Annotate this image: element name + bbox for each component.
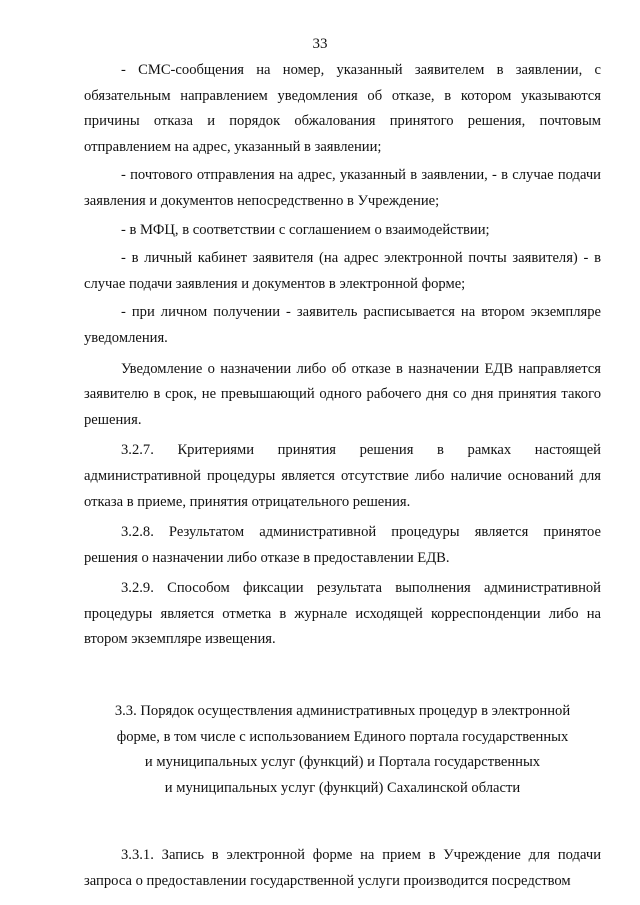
list-item-mfc: - в МФЦ, в соответствии с соглашением о взаимодействии; [121,221,490,238]
list-item-in-person: - при личном получении - заявитель расписывается на втором экземпляре уведомления. [84,304,601,346]
list-item-personal-account: - в личный кабинет заявителя (на адрес электронной почты заявителя) - в случае подачи заявления и документов в электронной форме; [84,250,601,292]
list-item-sms: - СМС-сообщения на номер, указанный заявителем в заявлении, с обязательным направлением уведомления об отказе, в котором указываются причины отказа и порядок обжалования принятого решения, почтовым отправлением на адрес, указанный в заявлении; [84,62,601,155]
paragraph-3-3-1: 3.3.1. Запись в электронной форме на прием в Учреждение для подачи запроса о предоставлении государственной услуги производится посредством [84,847,601,890]
paragraph-3-2-8: 3.2.8. Результатом административной процедуры является принятое решения о назначении либо отказе в предоставлении ЕДВ. [84,524,601,566]
section-heading-line: и муниципальных услуг (функций) Сахалинской области [164,779,521,796]
paragraph-3-2-9: 3.2.9. Способом фиксации результата выполнения административной процедуры является отметка в журнале исходящей корреспонденции либо на втором экземпляре извещения. [84,580,601,648]
section-heading-line: 3.3. Порядок осуществления административных процедур в электронной [114,703,571,720]
paragraph-3-2-7: 3.2.7. Критериями принятия решения в рамках настоящей административной процедуры является отсутствие либо наличие оснований для отказа в приеме, принятия отрицательного решения. [84,442,601,510]
section-heading-line: форме, в том числе с использованием Единого портала государственных [116,728,569,745]
page-number: 33 [312,36,328,52]
paragraph-notification: Уведомление о назначении либо об отказе в назначении ЕДВ направляется заявителю в срок, не превышающий одного рабочего дня со дня принятия такого решения. [84,360,601,428]
section-heading-line: и муниципальных услуг (функций) и Портала государственных [144,754,541,771]
page-body [84,58,601,895]
section-heading-3-3 [84,699,601,801]
list-item-postal: - почтового отправления на адрес, указанный в заявлении, - в случае подачи заявления и документов непосредственно в Учреждение; [84,167,601,209]
